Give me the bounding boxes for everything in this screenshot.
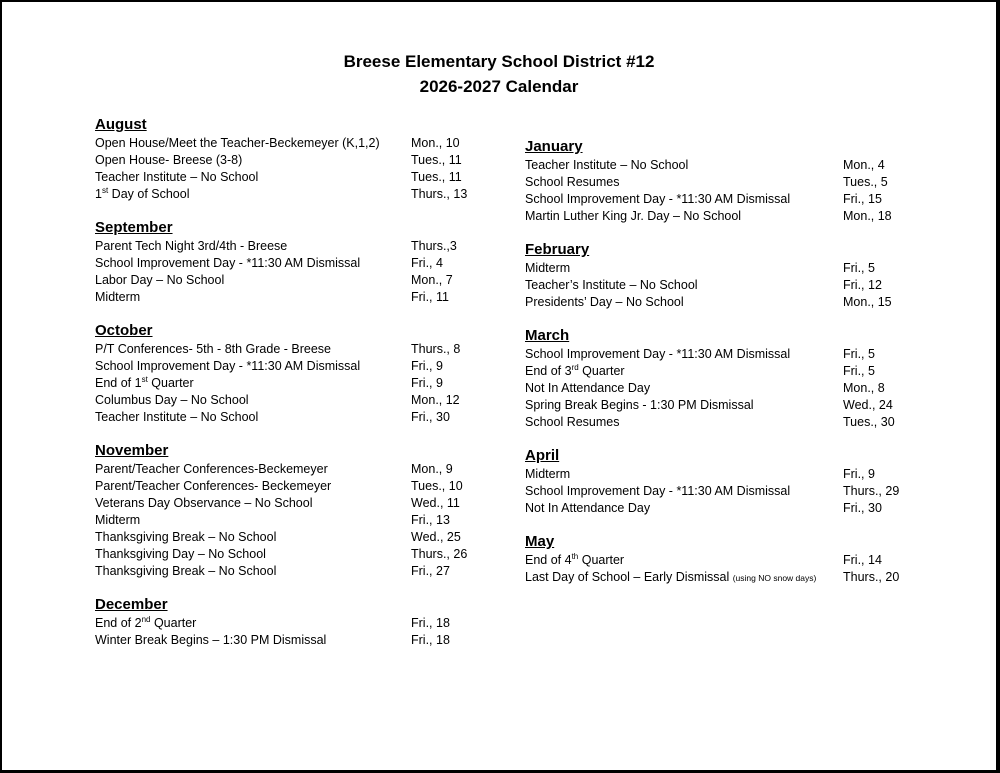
event-text [95,152,242,169]
event-text [525,397,754,414]
event-label: Open House/Meet the Teacher-Beckemeyer (K,1,2) [95,136,380,150]
event-date: Thurs.,3 [411,239,457,253]
event-row [525,414,945,431]
month-heading: October [95,322,153,339]
event-row [525,500,945,517]
event-row [95,272,495,289]
month-section [525,447,945,517]
event-text [525,346,790,363]
event-date: Tues., 11 [411,153,462,167]
event-row [525,191,945,208]
event-row [525,157,945,174]
page-title: Breese Elementary School District #12 [343,52,655,71]
event-row [95,135,495,152]
event-row [95,289,495,306]
event-date: Fri., 9 [411,376,443,390]
event-date: Tues., 10 [411,479,463,493]
event-label-rest: Quarter [578,364,625,378]
event-date: Thurs., 8 [411,342,461,356]
event-row [525,380,945,397]
event-text [95,495,312,512]
event-label: School Improvement Day - *11:30 AM Dismissal [525,192,791,206]
event-label: Open House- Breese (3-8) [95,153,243,167]
event-row [95,341,495,358]
event-label: Labor Day – No School [95,273,225,287]
event-label: Parent/Teacher Conferences- Beckemeyer [95,479,332,493]
event-row [525,569,945,586]
month-heading: August [95,116,147,133]
event-label: Parent/Teacher Conferences-Beckemeyer [95,462,328,476]
event-label: 1 [95,187,102,201]
event-label: P/T Conferences- 5th - 8th Grade - Breese [95,342,331,356]
event-text [525,174,620,191]
event-label: School Resumes [525,175,620,189]
event-text [525,208,741,225]
event-text [95,529,276,546]
event-label: Teacher Institute – No School [95,170,259,184]
ordinal-suffix: rd [571,362,579,372]
event-label: Thanksgiving Day – No School [95,547,266,561]
event-date: Fri., 4 [411,256,443,270]
event-text [95,461,328,478]
event-date: Thurs., 29 [843,484,900,498]
event-date: Thurs., 13 [411,187,468,201]
event-row [525,466,945,483]
event-date: Fri., 5 [843,261,875,275]
ordinal-suffix: st [101,185,109,195]
event-text [525,157,688,174]
ordinal-suffix: nd [141,614,151,624]
event-text [95,632,326,649]
event-text [525,466,570,483]
month-section [525,533,945,586]
event-label: End of 4 [525,553,572,567]
event-text [525,500,650,517]
event-date: Mon., 18 [843,209,892,223]
event-text [95,512,140,529]
event-label-rest: Quarter [147,376,194,390]
event-row [95,186,495,203]
month-heading: February [525,241,590,258]
event-label: Winter Break Begins – 1:30 PM Dismissal [95,633,327,647]
event-text [95,255,360,272]
event-row [95,375,495,392]
month-section [95,219,495,306]
event-row [525,294,945,311]
month-heading: May [525,533,555,550]
event-text [95,615,196,632]
event-label: Thanksgiving Break – No School [95,530,277,544]
event-text [95,341,331,358]
left-column [95,116,495,665]
event-row [95,461,495,478]
event-label: Midterm [95,513,141,527]
event-text [95,546,266,563]
event-label-rest: Quarter [150,616,197,630]
event-label: Midterm [95,290,141,304]
event-label: Teacher Institute – No School [95,410,259,424]
event-text [525,483,790,500]
event-label: Columbus Day – No School [95,393,249,407]
event-label: Last Day of School – Early Dismissal [525,570,733,584]
event-date: Fri., 11 [411,290,449,304]
event-text [95,272,224,289]
event-row [525,346,945,363]
event-date: Mon., 8 [843,381,885,395]
right-column [525,138,945,602]
event-date: Fri., 15 [843,192,882,206]
page-subtitle: 2026-2027 Calendar [419,77,579,96]
month-section [95,596,495,649]
event-date: Fri., 5 [843,347,875,361]
event-row [95,255,495,272]
month-heading: September [95,219,173,236]
event-date: Thurs., 26 [411,547,468,561]
event-date: Mon., 10 [411,136,460,150]
month-heading: December [95,596,168,613]
ordinal-suffix: st [141,374,148,384]
event-text [95,289,140,306]
event-text [525,380,650,397]
event-label: End of 1 [95,376,142,390]
event-label: Presidents’ Day – No School [525,295,684,309]
event-date: Mon., 4 [843,158,885,172]
event-date: Fri., 9 [411,359,443,373]
event-row [525,552,945,569]
event-text [525,414,620,431]
month-section [525,241,945,311]
event-label: School Improvement Day - *11:30 AM Dismissal [95,359,361,373]
event-row [95,358,495,375]
month-section [525,327,945,431]
event-text [525,260,570,277]
event-text [525,569,816,587]
event-label: School Resumes [525,415,620,429]
event-date: Fri., 13 [411,513,450,527]
event-text [95,186,189,203]
event-label: Midterm [525,261,571,275]
event-label: School Improvement Day - *11:30 AM Dismissal [525,347,791,361]
event-label-rest: Quarter [578,553,625,567]
event-date: Fri., 30 [843,501,882,515]
event-text [525,191,790,208]
event-row [95,546,495,563]
event-date: Fri., 18 [411,633,450,647]
event-date: Fri., 18 [411,616,450,630]
event-row [525,277,945,294]
event-date: Tues., 11 [411,170,462,184]
event-date: Mon., 12 [411,393,460,407]
month-section [95,322,495,426]
month-heading: January [525,138,583,155]
event-text [525,363,625,380]
event-date: Tues., 30 [843,415,895,429]
event-date: Fri., 9 [843,467,875,481]
event-row [95,529,495,546]
event-label: End of 2 [95,616,142,630]
event-date: Fri., 27 [411,564,450,578]
event-row [95,152,495,169]
event-text [525,552,624,569]
event-label: Not In Attendance Day [525,501,651,515]
event-label: Not In Attendance Day [525,381,651,395]
event-text [525,277,698,294]
event-date: Mon., 7 [411,273,453,287]
event-date: Wed., 24 [843,398,893,412]
event-date: Tues., 5 [843,175,888,189]
event-label: School Improvement Day - *11:30 AM Dismissal [95,256,361,270]
event-row [525,174,945,191]
month-section [95,116,495,203]
event-text [95,409,258,426]
month-section [95,442,495,580]
event-row [525,260,945,277]
month-heading: April [525,447,560,464]
calendar-page [2,2,996,770]
event-date: Mon., 15 [843,295,892,309]
event-date: Thurs., 20 [843,570,900,584]
event-row [525,397,945,414]
event-text [95,169,258,186]
event-row [95,238,495,255]
event-date: Mon., 9 [411,462,453,476]
event-label: School Improvement Day - *11:30 AM Dismissal [525,484,791,498]
event-text [525,294,684,311]
event-label: Teacher Institute – No School [525,158,689,172]
event-text [95,358,360,375]
event-text [95,478,331,495]
event-date: Fri., 5 [843,364,875,378]
event-row [95,495,495,512]
event-text [95,238,287,255]
event-row [95,512,495,529]
event-label: Spring Break Begins - 1:30 PM Dismissal [525,398,754,412]
event-row [525,483,945,500]
event-row [95,632,495,649]
event-label: Parent Tech Night 3rd/4th - Breese [95,239,288,253]
ordinal-suffix: th [571,551,579,561]
event-row [95,409,495,426]
event-text [95,392,249,409]
month-heading: March [525,327,570,344]
event-label: Thanksgiving Break – No School [95,564,277,578]
event-row [525,208,945,225]
month-heading: November [95,442,169,459]
event-date: Fri., 30 [411,410,450,424]
event-label: Midterm [525,467,571,481]
event-label: Veterans Day Observance – No School [95,496,313,510]
event-row [95,615,495,632]
event-row [95,392,495,409]
event-text [95,563,276,580]
event-date: Wed., 25 [411,530,461,544]
event-label-rest: Day of School [108,187,190,201]
event-date: Fri., 14 [843,553,882,567]
event-label: End of 3 [525,364,572,378]
event-text [95,135,380,152]
event-note: (using NO snow days) [732,573,817,583]
event-label: Martin Luther King Jr. Day – No School [525,209,742,223]
event-row [95,478,495,495]
event-text [95,375,194,392]
event-date: Wed., 11 [411,496,460,510]
event-date: Fri., 12 [843,278,882,292]
event-row [525,363,945,380]
event-row [95,169,495,186]
event-label: Teacher’s Institute – No School [525,278,698,292]
event-row [95,563,495,580]
month-section [525,138,945,225]
